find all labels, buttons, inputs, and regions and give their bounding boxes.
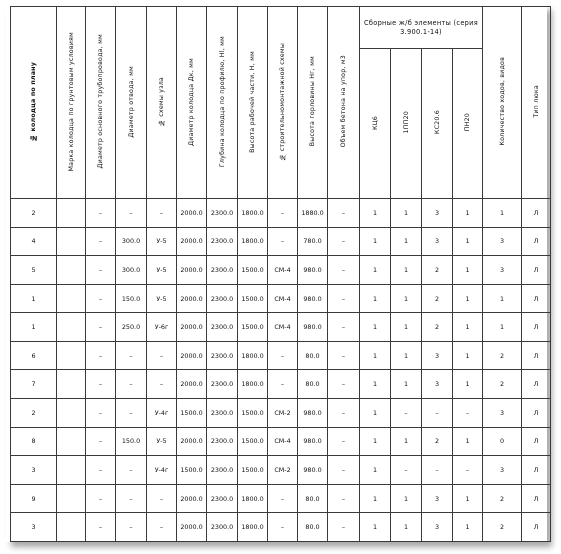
cell-branch-diameter: 300.0 xyxy=(116,256,147,285)
cell-kc6: 1 xyxy=(360,427,391,456)
cell-well-number: 6 xyxy=(11,341,57,370)
cell-steps-count: 2 xyxy=(483,484,522,513)
cell-neck-height: 780.0 xyxy=(298,227,328,256)
cell-node-scheme: У-6г xyxy=(147,313,177,342)
cell-construction-scheme: СМ-2 xyxy=(268,456,298,485)
cell-ks20-6: – xyxy=(422,456,453,485)
header-well-diameter: Диаметр колодца Дк, мм xyxy=(177,7,207,199)
cell-hatch-type: Л xyxy=(522,341,551,370)
header-precast-elements-group: Сборные ж/б элементы (серия 3.900.1-14) xyxy=(360,7,483,49)
cell-well-diameter: 2000.0 xyxy=(177,256,207,285)
cell-neck-height: 980.0 xyxy=(298,284,328,313)
cell-kc6: 1 xyxy=(360,199,391,228)
cell-hatch-type: Л xyxy=(522,284,551,313)
cell-steps-count: 2 xyxy=(483,513,522,542)
cell-node-scheme: – xyxy=(147,370,177,399)
cell-well-mark xyxy=(57,199,86,228)
cell-well-mark xyxy=(57,513,86,542)
header-concrete-volume: Объем бетона на упор, м3 xyxy=(328,7,360,199)
cell-branch-diameter: – xyxy=(116,370,147,399)
cell-concrete-volume: – xyxy=(328,456,360,485)
cell-kc6: 1 xyxy=(360,256,391,285)
manhole-spec-table xyxy=(10,6,551,542)
cell-well-depth: 2300.0 xyxy=(207,370,238,399)
cell-well-mark xyxy=(57,313,86,342)
cell-well-diameter: 2000.0 xyxy=(177,284,207,313)
cell-construction-scheme: – xyxy=(268,484,298,513)
cell-1pp20: 1 xyxy=(391,513,422,542)
cell-1pp20: 1 xyxy=(391,256,422,285)
cell-working-height: 1500.0 xyxy=(238,399,268,428)
cell-ks20-6: 2 xyxy=(422,284,453,313)
cell-well-diameter: 2000.0 xyxy=(177,427,207,456)
cell-well-depth: 2300.0 xyxy=(207,484,238,513)
cell-main-pipe-diameter: – xyxy=(86,370,116,399)
cell-well-number: 3 xyxy=(11,513,57,542)
cell-well-mark xyxy=(57,456,86,485)
cell-well-diameter: 2000.0 xyxy=(177,313,207,342)
cell-well-diameter: 2000.0 xyxy=(177,341,207,370)
header-element-kc6: КЦ6 xyxy=(360,49,391,199)
cell-construction-scheme: – xyxy=(268,341,298,370)
cell-well-mark xyxy=(57,284,86,313)
cell-construction-scheme: – xyxy=(268,513,298,542)
cell-node-scheme: У-5 xyxy=(147,227,177,256)
table-row xyxy=(11,284,551,313)
cell-1pp20: 1 xyxy=(391,341,422,370)
cell-kc6: 1 xyxy=(360,313,391,342)
cell-hatch-type: Л xyxy=(522,484,551,513)
cell-well-number: 3 xyxy=(11,456,57,485)
cell-well-mark xyxy=(57,427,86,456)
header-element-pn20: ПН20 xyxy=(453,49,483,199)
cell-well-diameter: 1500.0 xyxy=(177,456,207,485)
cell-hatch-type: Л xyxy=(522,227,551,256)
cell-well-depth: 2300.0 xyxy=(207,313,238,342)
table-body xyxy=(11,199,551,542)
table-row xyxy=(11,256,551,285)
cell-kc6: 1 xyxy=(360,341,391,370)
cell-working-height: 1500.0 xyxy=(238,313,268,342)
header-element-ks20-6: КС20.6 xyxy=(422,49,453,199)
cell-working-height: 1500.0 xyxy=(238,256,268,285)
cell-hatch-type: Л xyxy=(522,513,551,542)
cell-working-height: 1800.0 xyxy=(238,484,268,513)
table-row xyxy=(11,427,551,456)
cell-ks20-6: 2 xyxy=(422,427,453,456)
cell-working-height: 1500.0 xyxy=(238,427,268,456)
header-well-mark: Марка колодца по грунтовым условиям xyxy=(57,7,86,199)
cell-branch-diameter: – xyxy=(116,484,147,513)
cell-steps-count: 1 xyxy=(483,313,522,342)
cell-well-mark xyxy=(57,341,86,370)
cell-main-pipe-diameter: – xyxy=(86,427,116,456)
cell-steps-count: 3 xyxy=(483,256,522,285)
cell-node-scheme: У-5 xyxy=(147,427,177,456)
header-well-depth: Глубина колодца по профилю, Нl, мм xyxy=(207,7,238,199)
cell-concrete-volume: – xyxy=(328,484,360,513)
table-row xyxy=(11,370,551,399)
cell-well-number: 4 xyxy=(11,227,57,256)
cell-concrete-volume: – xyxy=(328,513,360,542)
cell-well-depth: 2300.0 xyxy=(207,399,238,428)
cell-pn20: 1 xyxy=(453,513,483,542)
cell-1pp20: 1 xyxy=(391,313,422,342)
cell-pn20: 1 xyxy=(453,284,483,313)
cell-neck-height: 1880.0 xyxy=(298,199,328,228)
cell-branch-diameter: – xyxy=(116,513,147,542)
cell-steps-count: 0 xyxy=(483,427,522,456)
header-construction-scheme: № строительномонтажной схемы xyxy=(268,7,298,199)
cell-well-diameter: 1500.0 xyxy=(177,399,207,428)
cell-main-pipe-diameter: – xyxy=(86,284,116,313)
cell-ks20-6: 3 xyxy=(422,370,453,399)
cell-node-scheme: – xyxy=(147,341,177,370)
cell-well-diameter: 2000.0 xyxy=(177,199,207,228)
cell-node-scheme: – xyxy=(147,199,177,228)
cell-well-diameter: 2000.0 xyxy=(177,227,207,256)
cell-well-number: 1 xyxy=(11,284,57,313)
cell-branch-diameter: 300.0 xyxy=(116,227,147,256)
cell-hatch-type: Л xyxy=(522,313,551,342)
table-row xyxy=(11,484,551,513)
cell-well-depth: 2300.0 xyxy=(207,341,238,370)
cell-well-number: 2 xyxy=(11,399,57,428)
cell-1pp20: 1 xyxy=(391,199,422,228)
cell-pn20: 1 xyxy=(453,199,483,228)
cell-neck-height: 980.0 xyxy=(298,256,328,285)
cell-pn20: 1 xyxy=(453,313,483,342)
cell-well-diameter: 2000.0 xyxy=(177,484,207,513)
table-row xyxy=(11,199,551,228)
cell-neck-height: 80.0 xyxy=(298,513,328,542)
cell-steps-count: 1 xyxy=(483,284,522,313)
cell-neck-height: 980.0 xyxy=(298,313,328,342)
cell-kc6: 1 xyxy=(360,399,391,428)
cell-neck-height: 80.0 xyxy=(298,484,328,513)
table-row xyxy=(11,227,551,256)
cell-working-height: 1800.0 xyxy=(238,513,268,542)
cell-node-scheme: У-4г xyxy=(147,399,177,428)
cell-construction-scheme: – xyxy=(268,227,298,256)
cell-construction-scheme: СМ-4 xyxy=(268,256,298,285)
cell-steps-count: 2 xyxy=(483,370,522,399)
cell-working-height: 1800.0 xyxy=(238,227,268,256)
cell-kc6: 1 xyxy=(360,370,391,399)
cell-main-pipe-diameter: – xyxy=(86,513,116,542)
cell-concrete-volume: – xyxy=(328,399,360,428)
cell-well-depth: 2300.0 xyxy=(207,227,238,256)
cell-neck-height: 980.0 xyxy=(298,456,328,485)
cell-steps-count: 3 xyxy=(483,399,522,428)
cell-1pp20: 1 xyxy=(391,284,422,313)
cell-1pp20: – xyxy=(391,399,422,428)
cell-well-depth: 2300.0 xyxy=(207,427,238,456)
cell-pn20: 1 xyxy=(453,370,483,399)
cell-concrete-volume: – xyxy=(328,427,360,456)
cell-kc6: 1 xyxy=(360,227,391,256)
header-working-height: Высота рабочей части, Н, мм xyxy=(238,7,268,199)
cell-branch-diameter: 150.0 xyxy=(116,284,147,313)
cell-pn20: 1 xyxy=(453,341,483,370)
header-main-pipe-diameter: Диаметр основного трубопровода, мм xyxy=(86,7,116,199)
cell-hatch-type: Л xyxy=(522,256,551,285)
cell-steps-count: 3 xyxy=(483,227,522,256)
cell-well-diameter: 2000.0 xyxy=(177,370,207,399)
cell-ks20-6: 3 xyxy=(422,484,453,513)
cell-concrete-volume: – xyxy=(328,284,360,313)
cell-node-scheme: – xyxy=(147,513,177,542)
cell-branch-diameter: – xyxy=(116,199,147,228)
cell-neck-height: 980.0 xyxy=(298,399,328,428)
cell-main-pipe-diameter: – xyxy=(86,399,116,428)
cell-working-height: 1800.0 xyxy=(238,341,268,370)
cell-pn20: 1 xyxy=(453,427,483,456)
cell-construction-scheme: СМ-4 xyxy=(268,284,298,313)
cell-hatch-type: Л xyxy=(522,399,551,428)
cell-1pp20: – xyxy=(391,456,422,485)
cell-well-mark xyxy=(57,484,86,513)
cell-1pp20: 1 xyxy=(391,427,422,456)
cell-main-pipe-diameter: – xyxy=(86,456,116,485)
cell-concrete-volume: – xyxy=(328,199,360,228)
cell-well-depth: 2300.0 xyxy=(207,456,238,485)
table-row xyxy=(11,399,551,428)
cell-steps-count: 3 xyxy=(483,456,522,485)
cell-ks20-6: 2 xyxy=(422,256,453,285)
cell-hatch-type: Л xyxy=(522,456,551,485)
cell-steps-count: 1 xyxy=(483,199,522,228)
cell-neck-height: 80.0 xyxy=(298,370,328,399)
header-neck-height: Высота горловины Нг, мм xyxy=(298,7,328,199)
cell-well-mark xyxy=(57,227,86,256)
cell-neck-height: 80.0 xyxy=(298,341,328,370)
cell-main-pipe-diameter: – xyxy=(86,484,116,513)
cell-construction-scheme: – xyxy=(268,370,298,399)
cell-node-scheme: У-5 xyxy=(147,284,177,313)
cell-1pp20: 1 xyxy=(391,370,422,399)
header-branch-diameter: Диаметр отвода, мм xyxy=(116,7,147,199)
cell-1pp20: 1 xyxy=(391,227,422,256)
cell-construction-scheme: СМ-2 xyxy=(268,399,298,428)
cell-well-mark xyxy=(57,256,86,285)
header-hatch-type: Тип люка xyxy=(522,7,551,199)
cell-ks20-6: 3 xyxy=(422,199,453,228)
table-row xyxy=(11,341,551,370)
header-node-scheme: № схемы узла xyxy=(147,7,177,199)
cell-well-depth: 2300.0 xyxy=(207,199,238,228)
cell-working-height: 1500.0 xyxy=(238,456,268,485)
cell-pn20: – xyxy=(453,399,483,428)
cell-main-pipe-diameter: – xyxy=(86,256,116,285)
cell-pn20: – xyxy=(453,456,483,485)
cell-working-height: 1800.0 xyxy=(238,370,268,399)
cell-ks20-6: 3 xyxy=(422,513,453,542)
header-well-number: № колодца по плану xyxy=(11,7,57,199)
cell-node-scheme: У-4г xyxy=(147,456,177,485)
cell-branch-diameter: – xyxy=(116,399,147,428)
cell-hatch-type: Л xyxy=(522,427,551,456)
cell-ks20-6: 3 xyxy=(422,227,453,256)
cell-kc6: 1 xyxy=(360,513,391,542)
cell-well-depth: 2300.0 xyxy=(207,256,238,285)
cell-pn20: 1 xyxy=(453,227,483,256)
cell-steps-count: 2 xyxy=(483,341,522,370)
cell-pn20: 1 xyxy=(453,256,483,285)
cell-pn20: 1 xyxy=(453,484,483,513)
cell-well-number: 1 xyxy=(11,313,57,342)
cell-kc6: 1 xyxy=(360,284,391,313)
cell-well-number: 8 xyxy=(11,427,57,456)
cell-branch-diameter: 150.0 xyxy=(116,427,147,456)
cell-well-diameter: 2000.0 xyxy=(177,513,207,542)
cell-well-number: 2 xyxy=(11,199,57,228)
cell-well-number: 7 xyxy=(11,370,57,399)
cell-concrete-volume: – xyxy=(328,227,360,256)
cell-well-number: 9 xyxy=(11,484,57,513)
cell-well-mark xyxy=(57,399,86,428)
cell-node-scheme: У-5 xyxy=(147,256,177,285)
cell-construction-scheme: СМ-4 xyxy=(268,313,298,342)
cell-main-pipe-diameter: – xyxy=(86,341,116,370)
cell-main-pipe-diameter: – xyxy=(86,313,116,342)
header-steps-count: Количество ходов, видов xyxy=(483,7,522,199)
cell-hatch-type: Л xyxy=(522,199,551,228)
cell-ks20-6: 2 xyxy=(422,313,453,342)
cell-concrete-volume: – xyxy=(328,313,360,342)
cell-main-pipe-diameter: – xyxy=(86,227,116,256)
cell-neck-height: 980.0 xyxy=(298,427,328,456)
table-row xyxy=(11,456,551,485)
cell-branch-diameter: – xyxy=(116,456,147,485)
table-row xyxy=(11,513,551,542)
cell-main-pipe-diameter: – xyxy=(86,199,116,228)
cell-construction-scheme: СМ-4 xyxy=(268,427,298,456)
cell-branch-diameter: 250.0 xyxy=(116,313,147,342)
cell-well-depth: 2300.0 xyxy=(207,513,238,542)
cell-well-mark xyxy=(57,370,86,399)
cell-well-depth: 2300.0 xyxy=(207,284,238,313)
cell-node-scheme: – xyxy=(147,484,177,513)
header-element-1pp20: 1ПП20 xyxy=(391,49,422,199)
cell-concrete-volume: – xyxy=(328,341,360,370)
cell-kc6: 1 xyxy=(360,484,391,513)
cell-ks20-6: 3 xyxy=(422,341,453,370)
cell-working-height: 1800.0 xyxy=(238,199,268,228)
cell-ks20-6: – xyxy=(422,399,453,428)
cell-branch-diameter: – xyxy=(116,341,147,370)
cell-concrete-volume: – xyxy=(328,256,360,285)
cell-kc6: 1 xyxy=(360,456,391,485)
cell-construction-scheme: – xyxy=(268,199,298,228)
cell-concrete-volume: – xyxy=(328,370,360,399)
cell-working-height: 1500.0 xyxy=(238,284,268,313)
cell-1pp20: 1 xyxy=(391,484,422,513)
table-row xyxy=(11,313,551,342)
cell-well-number: 5 xyxy=(11,256,57,285)
cell-hatch-type: Л xyxy=(522,370,551,399)
